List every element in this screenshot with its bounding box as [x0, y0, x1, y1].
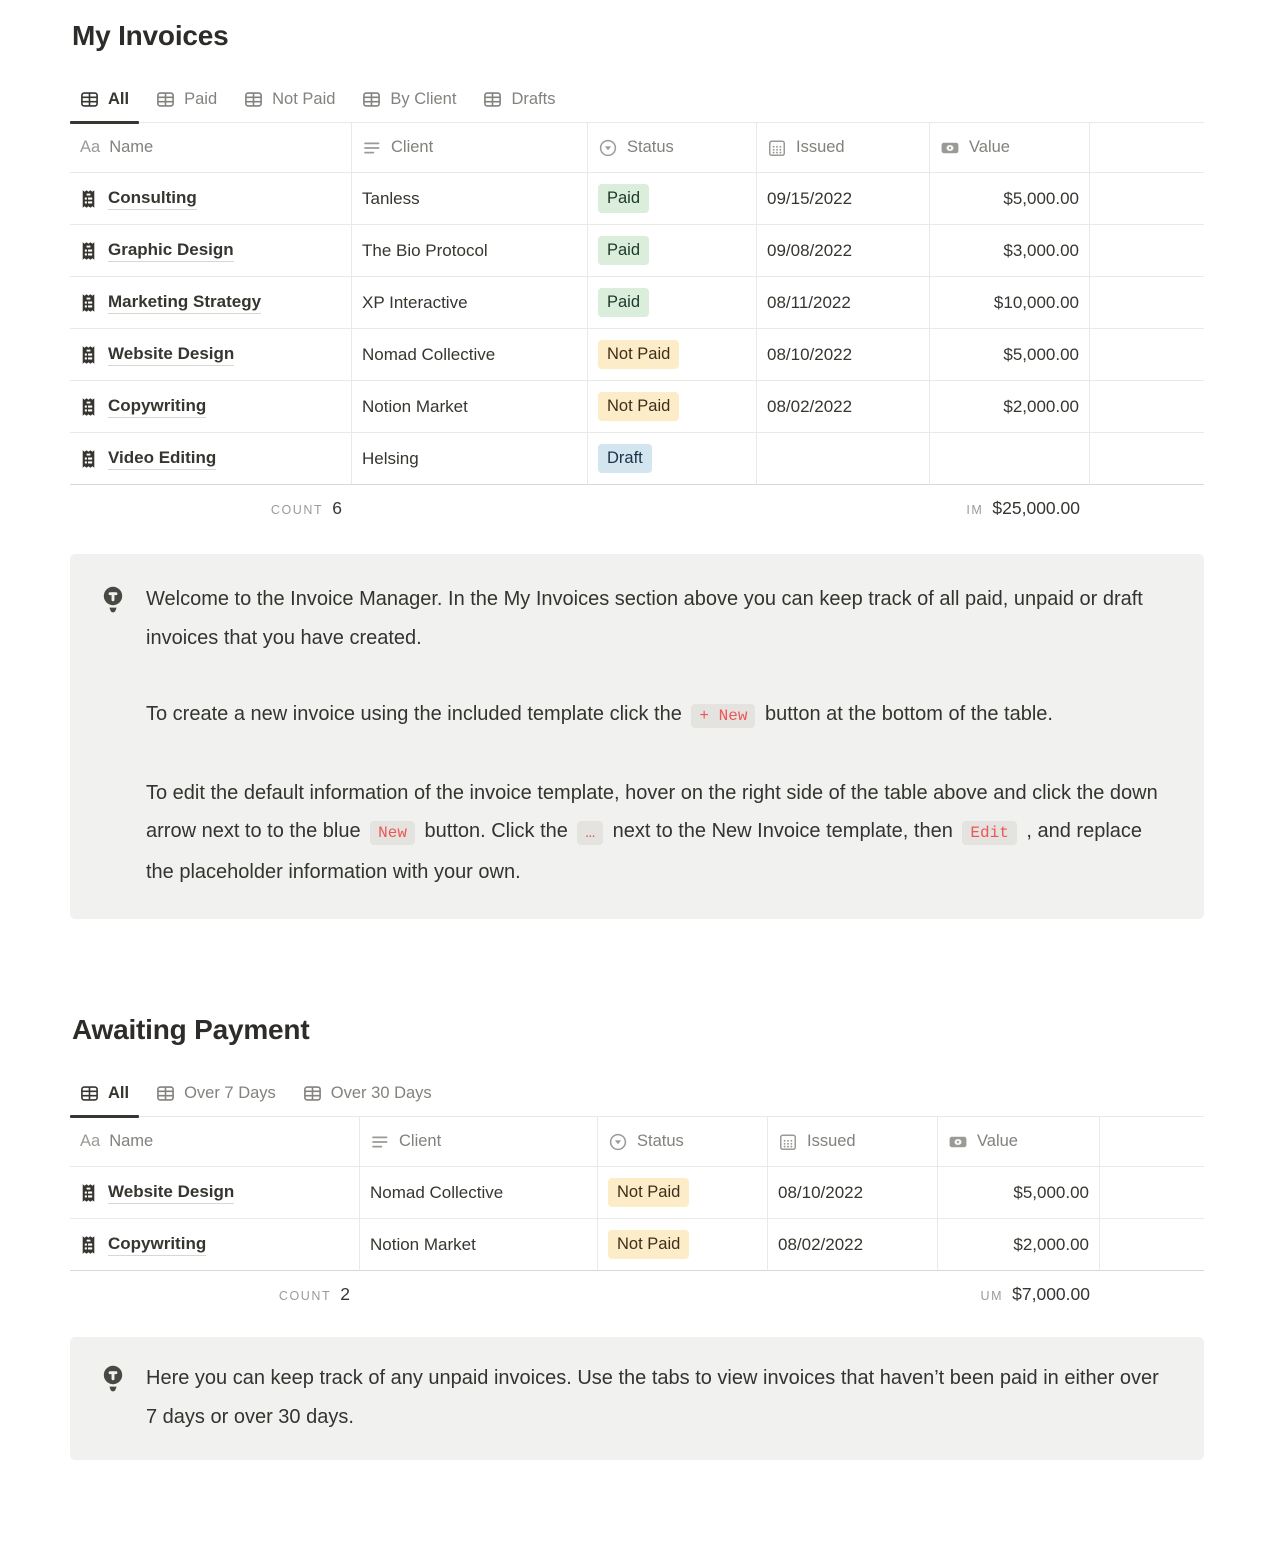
column-label: Issued — [807, 1132, 856, 1150]
my-invoices-info-callout — [70, 554, 1204, 919]
receipt-icon — [80, 1235, 97, 1255]
invoice-row-copywriting — [70, 1219, 1204, 1271]
status-badge: Paid — [598, 288, 649, 316]
status-badge: Not Paid — [608, 1230, 689, 1258]
cell-client[interactable]: Tanless — [352, 173, 588, 225]
lightbulb-icon — [100, 1364, 127, 1436]
column-label: Client — [391, 138, 434, 156]
table-view-icon — [156, 90, 175, 109]
my-invoices-view-tabs — [70, 80, 1204, 123]
callout-paragraph: To edit the default information of the invoice template, hover on the right side of the table above and click the down arrow next to to the blue New button. Click the … next to the New Invoice template, then Edit , and replace the placeholder information with your own. — [146, 781, 1158, 883]
cell-value[interactable]: $5,000.00 — [930, 329, 1090, 381]
invoice-page-link[interactable]: Website Design — [108, 1181, 234, 1204]
text-style-icon: Aa — [80, 138, 101, 156]
column-header-value[interactable] — [930, 123, 1090, 173]
cell-client[interactable]: XP Interactive — [352, 277, 588, 329]
column-label: Issued — [796, 138, 845, 156]
invoice-row-website-design — [70, 329, 1204, 381]
column-header-issued[interactable] — [768, 1117, 938, 1167]
invoice-page-link[interactable]: Copywriting — [108, 395, 206, 418]
column-header-extra[interactable] — [1090, 123, 1204, 173]
banknote-icon — [940, 138, 960, 158]
receipt-icon — [80, 293, 97, 313]
tab-label: All — [108, 90, 130, 108]
cell-name[interactable] — [70, 1219, 360, 1271]
banknote-icon — [948, 1132, 968, 1152]
cell-status[interactable] — [588, 173, 757, 225]
calendar-icon — [778, 1132, 798, 1152]
table-header-row — [70, 123, 1204, 173]
cell-issued[interactable]: 09/08/2022 — [757, 225, 930, 277]
cell-name[interactable] — [70, 173, 352, 225]
column-header-extra[interactable] — [1100, 1117, 1204, 1167]
inline-code: Edit — [962, 821, 1016, 845]
tab-label: Over 7 Days — [184, 1084, 276, 1102]
column-header-status[interactable] — [598, 1117, 768, 1167]
status-badge: Paid — [598, 236, 649, 264]
receipt-icon — [80, 189, 97, 209]
table-view-icon — [362, 90, 381, 109]
cell-name[interactable] — [70, 1167, 360, 1219]
table-view-icon — [303, 1084, 322, 1103]
table-aggregation-row — [70, 485, 1204, 536]
column-header-value[interactable] — [938, 1117, 1100, 1167]
receipt-icon — [80, 241, 97, 261]
column-label: Value — [977, 1132, 1018, 1150]
tab-over-30-days[interactable] — [293, 1074, 442, 1116]
cell-name[interactable] — [70, 225, 352, 277]
tab-all[interactable] — [70, 1074, 139, 1116]
status-badge: Draft — [598, 444, 652, 472]
callout-paragraph: To create a new invoice using the included template click the + New button at the bottom of the table. — [146, 695, 1166, 736]
awaiting-payment-table — [70, 1117, 1204, 1322]
count-aggregation[interactable] — [70, 498, 352, 519]
cell-extra[interactable] — [1090, 381, 1204, 433]
invoice-page-link[interactable]: Website Design — [108, 343, 234, 366]
inline-code: … — [577, 821, 603, 845]
column-header-issued[interactable] — [757, 123, 930, 173]
cell-client[interactable]: The Bio Protocol — [352, 225, 588, 277]
tab-paid[interactable] — [146, 80, 227, 122]
count-label: COUNT — [278, 1289, 332, 1303]
cell-value[interactable]: $5,000.00 — [938, 1167, 1100, 1219]
cell-name[interactable] — [70, 329, 352, 381]
my-invoices-section — [70, 20, 1204, 919]
tab-label: Drafts — [511, 90, 556, 108]
tab-label: Over 30 Days — [330, 1084, 432, 1102]
invoice-page-link[interactable]: Video Editing — [108, 447, 216, 470]
cell-status[interactable] — [588, 329, 757, 381]
cell-status[interactable] — [588, 225, 757, 277]
calendar-icon — [767, 138, 787, 158]
cell-extra[interactable] — [1090, 277, 1204, 329]
cell-extra[interactable] — [1100, 1219, 1204, 1271]
awaiting-payment-section — [70, 1014, 1204, 1460]
sum-label: UM — [980, 1289, 1004, 1303]
table-view-icon — [80, 1084, 99, 1103]
cell-name[interactable] — [70, 433, 352, 485]
invoice-row-website-design — [70, 1167, 1204, 1219]
cell-value[interactable] — [930, 433, 1090, 485]
cell-value[interactable]: $3,000.00 — [930, 225, 1090, 277]
my-invoices-table — [70, 123, 1204, 536]
cell-value[interactable]: $2,000.00 — [938, 1219, 1100, 1271]
tab-drafts[interactable] — [473, 80, 565, 122]
cell-issued[interactable] — [757, 433, 930, 485]
cell-value[interactable]: $2,000.00 — [930, 381, 1090, 433]
invoice-row-copywriting — [70, 381, 1204, 433]
column-label: Status — [637, 1132, 684, 1150]
table-view-icon — [483, 90, 502, 109]
tab-label: Not Paid — [272, 90, 336, 108]
cell-status[interactable] — [588, 433, 757, 485]
column-header-name[interactable] — [70, 1117, 360, 1167]
inline-code: + New — [691, 704, 755, 728]
callout-text — [146, 1359, 1166, 1436]
callout-text — [146, 580, 1166, 891]
cell-issued[interactable]: 08/10/2022 — [757, 329, 930, 381]
status-badge: Not Paid — [608, 1178, 689, 1206]
count-value: 6 — [332, 498, 342, 518]
table-view-icon — [80, 90, 99, 109]
cell-client[interactable]: Helsing — [352, 433, 588, 485]
invoice-row-video-editing — [70, 433, 1204, 485]
receipt-icon — [80, 449, 97, 469]
invoice-row-marketing-strategy — [70, 277, 1204, 329]
tab-all[interactable] — [70, 80, 139, 122]
invoice-page-link[interactable]: Copywriting — [108, 1233, 206, 1256]
column-label: Client — [399, 1132, 442, 1150]
cell-name[interactable] — [70, 381, 352, 433]
tab-not-paid[interactable] — [234, 80, 345, 122]
cell-issued[interactable]: 08/11/2022 — [757, 277, 930, 329]
cell-extra[interactable] — [1100, 1167, 1204, 1219]
lightbulb-icon — [100, 585, 127, 891]
cell-client[interactable]: Nomad Collective — [352, 329, 588, 381]
receipt-icon — [80, 1183, 97, 1203]
cell-extra[interactable] — [1090, 225, 1204, 277]
callout-paragraph: Welcome to the Invoice Manager. In the My Invoices section above you can keep track of all paid, unpaid or draft invoices that you have created. — [146, 588, 1143, 649]
count-aggregation[interactable] — [70, 1284, 360, 1305]
cell-extra[interactable] — [1090, 433, 1204, 485]
cell-issued[interactable]: 08/10/2022 — [768, 1167, 938, 1219]
column-header-name[interactable] — [70, 123, 352, 173]
tab-label: Paid — [184, 90, 218, 108]
column-label: Name — [109, 138, 154, 156]
cell-client[interactable]: Notion Market — [352, 381, 588, 433]
cell-status[interactable] — [598, 1219, 768, 1271]
cell-issued[interactable]: 09/15/2022 — [757, 173, 930, 225]
cell-value[interactable]: $10,000.00 — [930, 277, 1090, 329]
cell-issued[interactable]: 08/02/2022 — [768, 1219, 938, 1271]
cell-issued[interactable]: 08/02/2022 — [757, 381, 930, 433]
sum-value: $25,000.00 — [992, 498, 1080, 518]
text-style-icon: Aa — [80, 1132, 101, 1150]
awaiting-payment-info-callout — [70, 1337, 1204, 1460]
awaiting-payment-view-tabs — [70, 1074, 1204, 1117]
receipt-icon — [80, 397, 97, 417]
tab-over-7-days[interactable] — [146, 1074, 286, 1116]
cell-client[interactable]: Nomad Collective — [360, 1167, 598, 1219]
cell-client[interactable]: Notion Market — [360, 1219, 598, 1271]
cell-value[interactable]: $5,000.00 — [930, 173, 1090, 225]
column-label: Name — [109, 1132, 154, 1150]
column-label: Value — [969, 138, 1010, 156]
column-header-status[interactable] — [588, 123, 757, 173]
cell-status[interactable] — [598, 1167, 768, 1219]
invoice-row-graphic-design — [70, 225, 1204, 277]
sum-value: $7,000.00 — [1012, 1284, 1090, 1304]
invoice-page-link[interactable]: Graphic Design — [108, 239, 234, 262]
select-icon — [598, 138, 618, 158]
invoice-page-link[interactable]: Consulting — [108, 187, 197, 210]
awaiting-payment-title: Awaiting Payment — [72, 1014, 310, 1045]
invoice-row-consulting — [70, 173, 1204, 225]
sum-aggregation[interactable] — [930, 498, 1090, 519]
table-view-icon — [244, 90, 263, 109]
text-lines-icon — [362, 138, 382, 158]
cell-status[interactable] — [588, 381, 757, 433]
cell-name[interactable] — [70, 277, 352, 329]
sum-label: IM — [966, 503, 984, 517]
tab-by-client[interactable] — [352, 80, 466, 122]
status-badge: Paid — [598, 184, 649, 212]
callout-paragraph: Here you can keep track of any unpaid invoices. Use the tabs to view invoices that haven’t been paid in either over 7 days or over 30 days. — [146, 1367, 1159, 1428]
my-invoices-title: My Invoices — [72, 20, 229, 51]
table-header-row — [70, 1117, 1204, 1167]
tab-label: By Client — [390, 90, 457, 108]
text-lines-icon — [370, 1132, 390, 1152]
tab-label: All — [108, 1084, 130, 1102]
column-label: Status — [627, 138, 674, 156]
cell-extra[interactable] — [1090, 173, 1204, 225]
column-header-client[interactable] — [360, 1117, 598, 1167]
count-value: 2 — [340, 1284, 350, 1304]
invoice-page-link[interactable]: Marketing Strategy — [108, 291, 261, 314]
inline-code: New — [370, 821, 415, 845]
select-icon — [608, 1132, 628, 1152]
status-badge: Not Paid — [598, 392, 679, 420]
receipt-icon — [80, 345, 97, 365]
column-header-client[interactable] — [352, 123, 588, 173]
sum-aggregation[interactable] — [938, 1284, 1100, 1305]
count-label: COUNT — [270, 503, 324, 517]
table-aggregation-row — [70, 1271, 1204, 1322]
status-badge: Not Paid — [598, 340, 679, 368]
cell-status[interactable] — [588, 277, 757, 329]
cell-extra[interactable] — [1090, 329, 1204, 381]
table-view-icon — [156, 1084, 175, 1103]
